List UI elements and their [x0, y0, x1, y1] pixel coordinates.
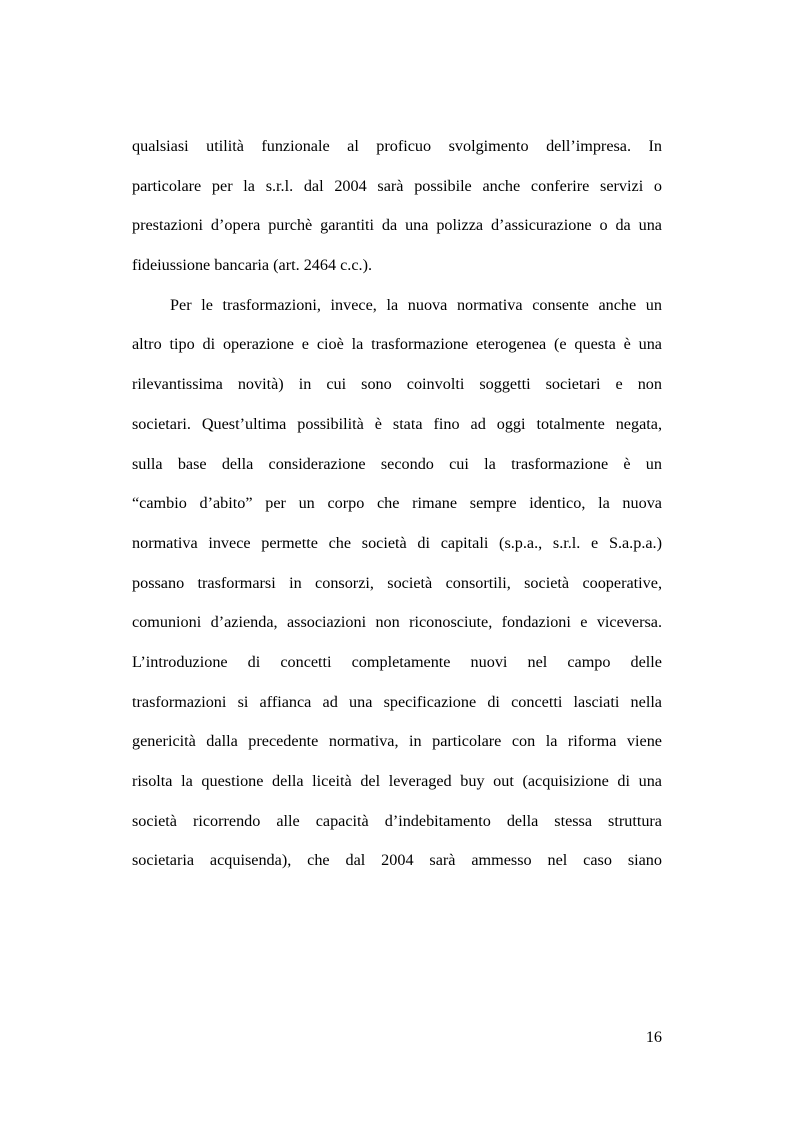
- text-line-1: qualsiasi utilità funzionale al proficuo svolgimento dell’impresa. In: [132, 137, 662, 155]
- text-line-6: altro tipo di operazione e cioè la trasformazione eterogenea (e questa è una: [132, 335, 662, 354]
- text-line-10: “cambio d’abito” per un corpo che rimane sempre identico, la nuova: [132, 494, 662, 513]
- text-line-3: prestazioni d’opera purchè garantiti da una polizza d’assicurazione o da una: [132, 216, 662, 235]
- text-line-13: comunioni d’azienda, associazioni non riconosciute, fondazioni e viceversa.: [132, 613, 662, 632]
- body-text: [132, 127, 662, 881]
- page-number: 16: [645, 1028, 662, 1046]
- text-line-18: società ricorrendo alle capacità d’indebitamento della stessa struttura: [132, 811, 662, 830]
- text-line-12: possano trasformarsi in consorzi, società consortili, società cooperative,: [132, 573, 662, 592]
- text-line-4: fideiussione bancaria (art. 2464 c.c.).: [132, 256, 373, 275]
- text-line-5: Per le trasformazioni, invece, la nuova normativa consente anche un: [170, 295, 662, 314]
- text-line-9: sulla base della considerazione secondo cui la trasformazione è un: [132, 454, 662, 473]
- text-line-7: rilevantissima novità) in cui sono coinvolti soggetti societari e non: [132, 375, 662, 394]
- text-line-14: L’introduzione di concetti completamente nuovi nel campo delle: [132, 652, 662, 671]
- text-line-16: genericità dalla precedente normativa, in particolare con la riforma viene: [132, 732, 662, 751]
- text-line-15: trasformazioni si affianca ad una specificazione di concetti lasciati nella: [132, 692, 662, 711]
- text-line-2: particolare per la s.r.l. dal 2004 sarà possibile anche conferire servizi o: [132, 176, 662, 195]
- text-line-8: societari. Quest’ultima possibilità è stata fino ad oggi totalmente negata,: [132, 414, 662, 433]
- text-line-11: normativa invece permette che società di capitali (s.p.a., s.r.l. e S.a.p.a.): [132, 533, 662, 552]
- text-line-19: societaria acquisenda), che dal 2004 sarà ammesso nel caso siano: [132, 851, 662, 870]
- text-line-17: risolta la questione della liceità del leveraged buy out (acquisizione di una: [132, 772, 662, 790]
